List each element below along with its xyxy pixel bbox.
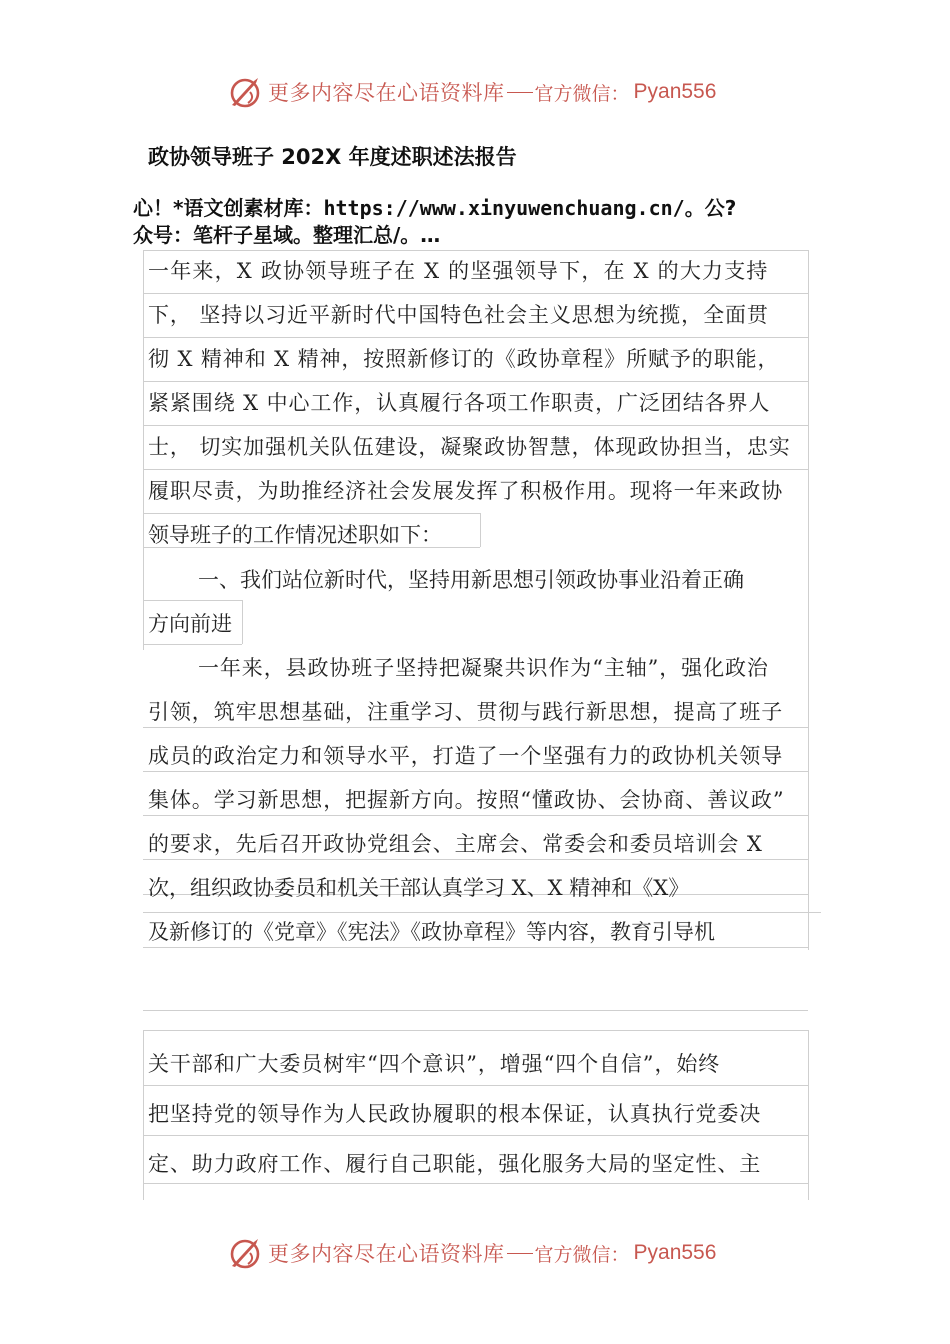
watermark-dash [507,1253,533,1254]
grid-line [143,600,242,601]
footer-watermark [226,1233,716,1273]
grid-line [143,771,808,772]
brush-pen-logo-icon [226,72,266,112]
promo-line-1-suffix: 。公? [684,196,737,220]
section-heading-line: 一、我们站位新时代，坚持用新思想引领政协事业沿着正确 [198,568,744,592]
header-watermark [226,72,716,112]
grid-line [143,912,821,913]
grid-line [143,469,808,470]
grid-line [143,859,808,860]
grid-line [242,600,243,644]
promo-line-1-prefix: 心！*语文创素材库： [133,196,324,220]
body-line: 关干部和广大委员树牢“四个意识”，增强“四个自信”，始终 [148,1052,721,1076]
body-line: 集体。学习新思想，把握新方向。按照“懂政协、会协商、善议政” [148,788,785,812]
body-line: 次，组织政协委员和机关干部认真学习 X、X 精神和《X》 [148,876,690,900]
watermark-dash [507,92,533,93]
brush-pen-logo-icon [226,1233,266,1273]
grid-line [143,815,808,816]
body-line: 定、助力政府工作、履行自己职能，强化服务大局的坚定性、主 [148,1152,762,1176]
grid-line [143,293,808,294]
grid-line [143,337,808,338]
body-line: 把坚持党的领导作为人民政协履职的根本保证，认真执行党委决 [148,1102,762,1126]
grid-line [480,513,481,547]
body-line: 一年来，X 政协领导班子在 X 的坚强领导下，在 X 的大力支持 [148,259,769,283]
grid-line [808,250,809,950]
grid-line [143,250,808,251]
body-line: 引领，筑牢思想基础，注重学习、贯彻与践行新思想，提高了班子 [148,700,784,724]
body-line: 及新修订的《党章》《宪法》《政协章程》等内容，教育引导机 [148,920,715,944]
grid-line [143,1183,808,1184]
watermark-wechat-label: 官方微信： [534,1243,630,1266]
watermark-wechat-label: 官方微信： [534,82,630,105]
grid-line [808,1030,809,1200]
body-line: 彻 X 精神和 X 精神，按照新修订的《政协章程》所赋予的职能， [148,347,780,371]
promo-line-1 [133,195,833,222]
watermark-main-text: 更多内容尽在心语资料库 [268,1242,505,1266]
grid-line [143,644,242,645]
body-line: 一年来，县政协班子坚持把凝聚共识作为“主轴”，强化政治 [198,656,769,680]
grid-line [143,1135,808,1136]
body-line: 的要求，先后召开政协党组会、主席会、常委会和委员培训会 X [148,832,763,856]
grid-line [143,1085,808,1086]
watermark-wechat-id: Pyan556 [633,80,717,103]
body-line: 成员的政治定力和领导水平，打造了一个坚强有力的政协机关领导 [148,744,784,768]
grid-line [143,1010,808,1011]
body-line: 紧紧围绕 X 中心工作，认真履行各项工作职责，广泛团结各界人 [148,391,771,415]
body-line: 领导班子的工作情况述职如下： [148,523,442,547]
grid-line [143,1030,144,1200]
body-line: 履职尽责，为助推经济社会发展发挥了积极作用。现将一年来政协 [148,479,784,503]
promo-line-2: 众号：笔杆子星域。整理汇总/。… [133,223,441,247]
grid-line [143,513,480,514]
grid-line [143,727,808,728]
promo-block [133,195,833,249]
promo-url-link[interactable]: https://www.xinyuwenchuang.cn/ [323,196,685,220]
grid-line [143,425,808,426]
body-line: 下， 坚持以习近平新时代中国特色社会主义思想为统揽，全面贯 [148,303,769,327]
grid-line [143,250,144,650]
grid-line [143,1030,808,1031]
grid-line [143,381,808,382]
body-line: 士， 切实加强机关队伍建设，凝聚政协智慧，体现政协担当，忠实 [148,435,791,459]
grid-line [143,947,808,948]
watermark-wechat-id: Pyan556 [633,1241,717,1264]
document-title: 政协领导班子 202X 年度述职述法报告 [148,145,517,169]
section-heading-line: 方向前进 [148,612,232,636]
watermark-main-text: 更多内容尽在心语资料库 [268,81,505,105]
